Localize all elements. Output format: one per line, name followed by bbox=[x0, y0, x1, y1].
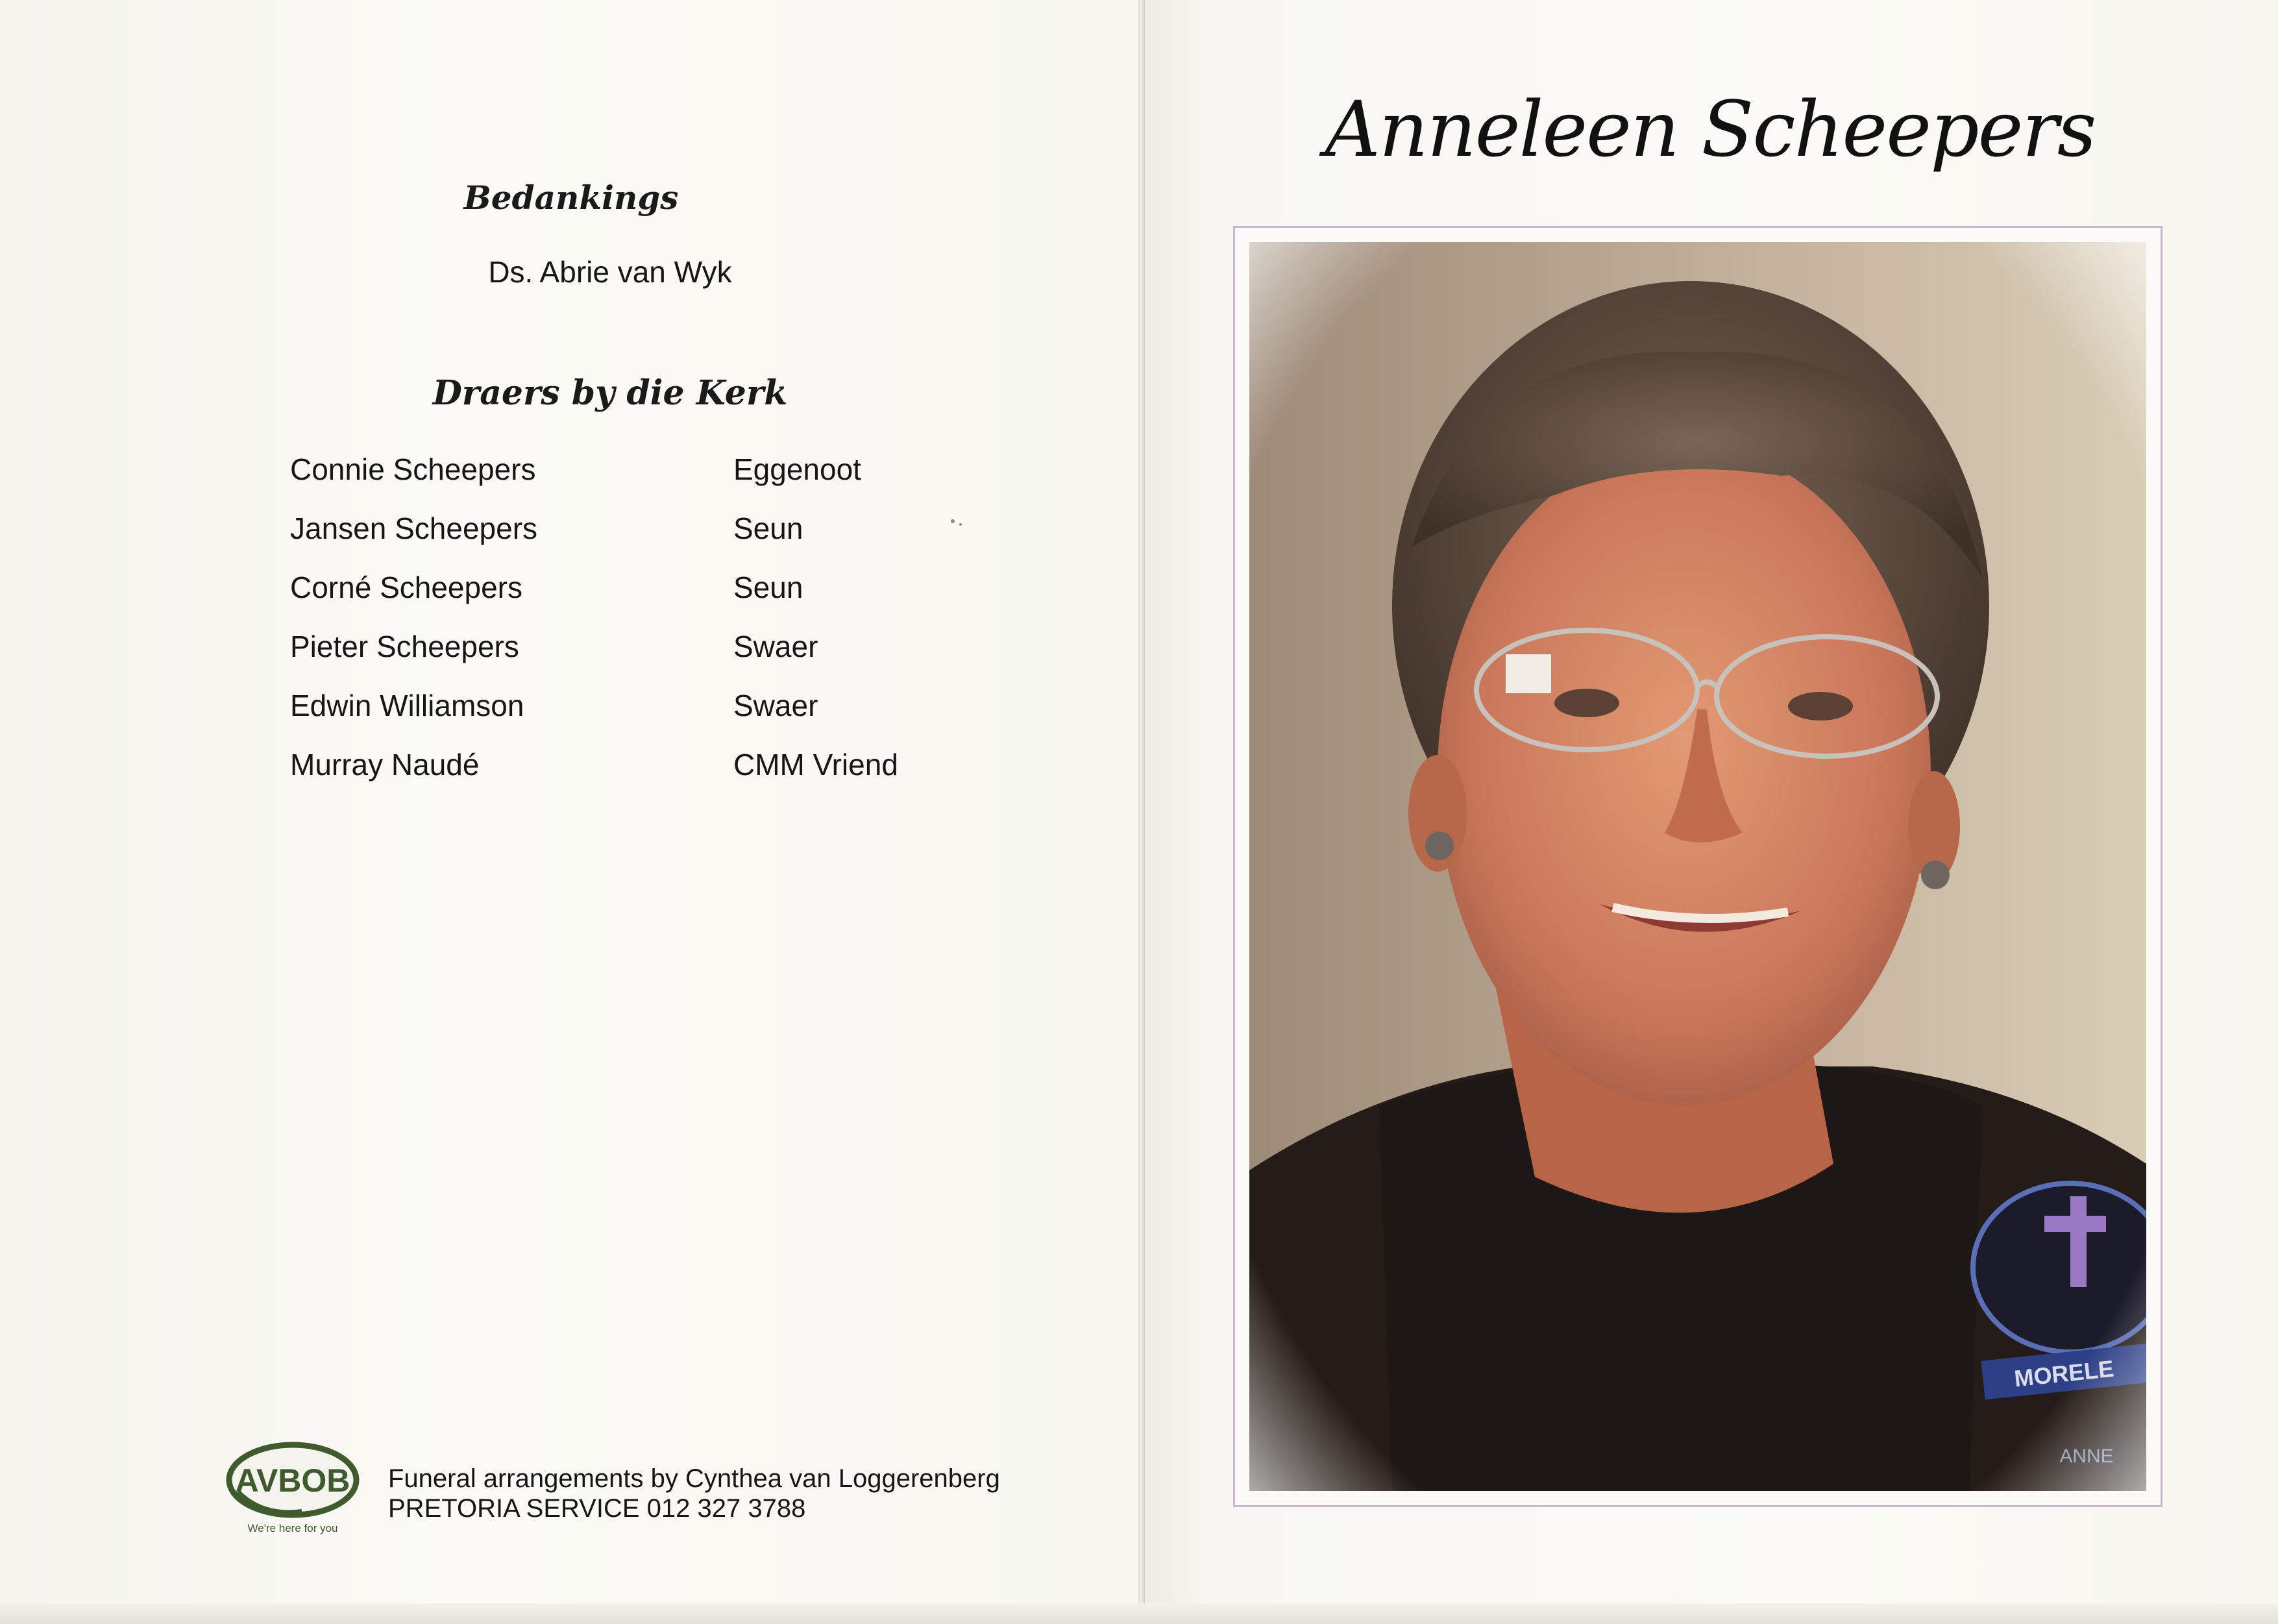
bearer-name: Pieter Scheepers bbox=[290, 630, 519, 663]
page-fold bbox=[1138, 0, 1145, 1624]
bearer-role: Seun bbox=[733, 571, 803, 604]
funeral-line-2: PRETORIA SERVICE 012 327 3788 bbox=[388, 1494, 806, 1523]
logo-wordmark: AVBOB bbox=[235, 1462, 350, 1499]
deceased-name: Anneleen Scheepers bbox=[1325, 84, 2096, 174]
logo-tagline: We're here for you bbox=[247, 1522, 338, 1534]
bearer-role: CMM Vriend bbox=[733, 748, 898, 781]
funeral-line-1: Funeral arrangements by Cynthea van Loggerenberg bbox=[388, 1464, 1000, 1493]
bearer-name: Connie Scheepers bbox=[290, 452, 536, 486]
speck bbox=[959, 523, 962, 526]
bearer-name: Corné Scheepers bbox=[290, 571, 522, 604]
bearer-role: Swaer bbox=[733, 630, 818, 663]
photo-frame bbox=[1233, 226, 2162, 1507]
bottom-edge bbox=[0, 1603, 2278, 1624]
bearer-role: Eggenoot bbox=[733, 452, 861, 486]
portrait-photo bbox=[1249, 242, 2146, 1491]
bearer-name: Murray Naudé bbox=[290, 748, 480, 781]
funeral-arrangements bbox=[388, 1464, 1000, 1523]
bearer-name: Edwin Williamson bbox=[290, 689, 524, 722]
minister-name: Ds. Abrie van Wyk bbox=[488, 255, 732, 289]
avbob-logo bbox=[224, 1440, 361, 1537]
bearers-heading: Draers by die Kerk bbox=[432, 373, 788, 413]
bearer-name: Jansen Scheepers bbox=[290, 511, 538, 545]
bearer-role: Swaer bbox=[733, 689, 818, 722]
speck bbox=[951, 519, 955, 523]
thanks-heading: Bedankings bbox=[463, 178, 679, 217]
bearer-role: Seun bbox=[733, 511, 803, 545]
